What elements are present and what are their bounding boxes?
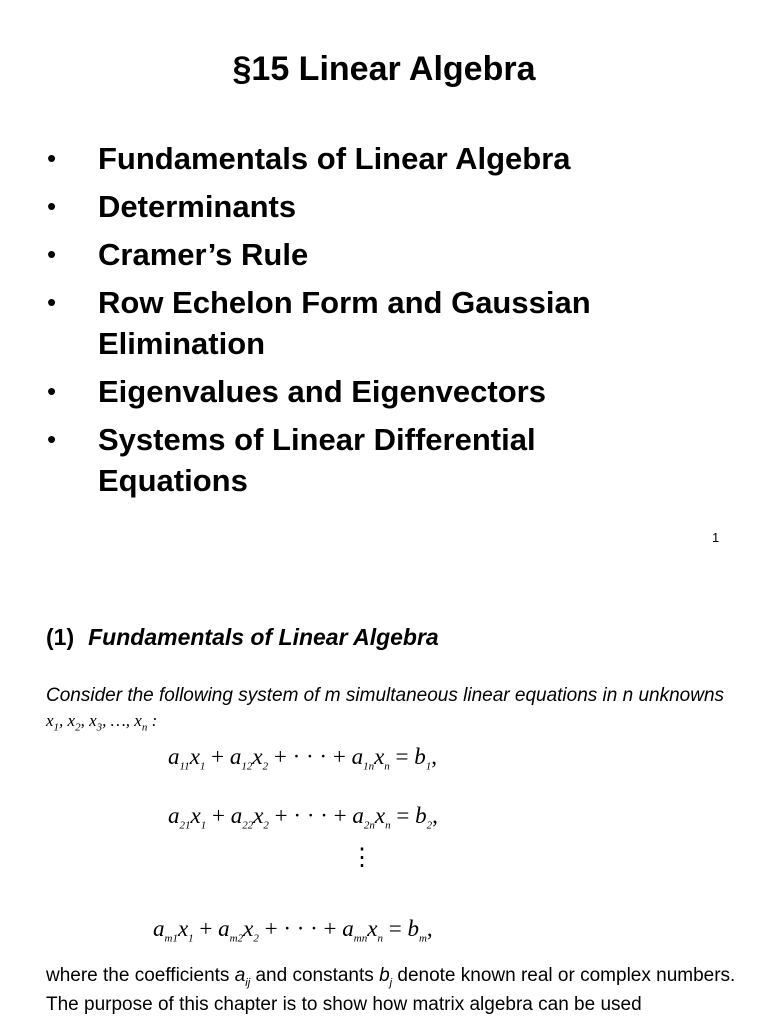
intro-paragraph: [46, 683, 736, 740]
bullet-icon: •: [47, 191, 57, 221]
topic-item: [0, 419, 658, 501]
section-title: Fundamentals of Linear Algebra: [88, 624, 439, 650]
intro-text: Consider the following system of m simultaneous linear equations in n unknowns: [46, 685, 725, 706]
topic-item: [0, 371, 658, 412]
topic-item: [0, 138, 658, 179]
bullet-icon: •: [47, 287, 57, 317]
topic-item: [0, 234, 658, 275]
topic-list: [0, 138, 768, 508]
topic-item: [0, 282, 658, 364]
equation-row: $a_{21}x_1 + a_{22}x_2$ + · · · + $a_{2n}x_n = b_2$,: [168, 803, 438, 832]
vertical-ellipsis: ⋮: [350, 845, 374, 871]
topic-label: Cramer’s Rule: [98, 237, 309, 272]
body-text: where the coefficients $a_{ij}$ and constants $b_j$ denote known real or complex numbers. The purpose of this chapter is to show how matrix algebra can be used: [46, 965, 736, 1015]
topic-label: Determinants: [98, 189, 297, 224]
bullet-icon: •: [47, 239, 57, 269]
bullet-icon: •: [47, 376, 57, 406]
section-heading: [46, 624, 439, 651]
topic-label: Fundamentals of Linear Algebra: [98, 141, 571, 176]
topic-label: Systems of Linear Differential Equations: [98, 422, 536, 498]
slide-title: §15 Linear Algebra: [232, 50, 536, 88]
topic-label: Row Echelon Form and Gaussian Elimination: [98, 285, 591, 361]
bullet-icon: •: [47, 143, 57, 173]
purpose-text: The purpose of this chapter is to show how matrix algebra can be used: [46, 993, 642, 1015]
topic-item: [0, 186, 658, 227]
equation-row: $a_{11}x_1 + a_{12}x_2$ + · · · + $a_{1n}x_n = b_1$,: [168, 744, 438, 773]
section-number: (1): [46, 624, 75, 650]
unknowns-list: $x_1$, $x_2$, $x_3$, …, $x_n$ :: [46, 711, 158, 734]
topic-label: Eigenvalues and Eigenvectors: [98, 374, 546, 409]
page-number: 1: [712, 530, 720, 545]
equation-row: $a_{m1}x_1 + a_{m2}x_2$ + · · · + $a_{mn}x_n = b_m$,: [153, 916, 433, 945]
bullet-icon: •: [47, 424, 57, 454]
